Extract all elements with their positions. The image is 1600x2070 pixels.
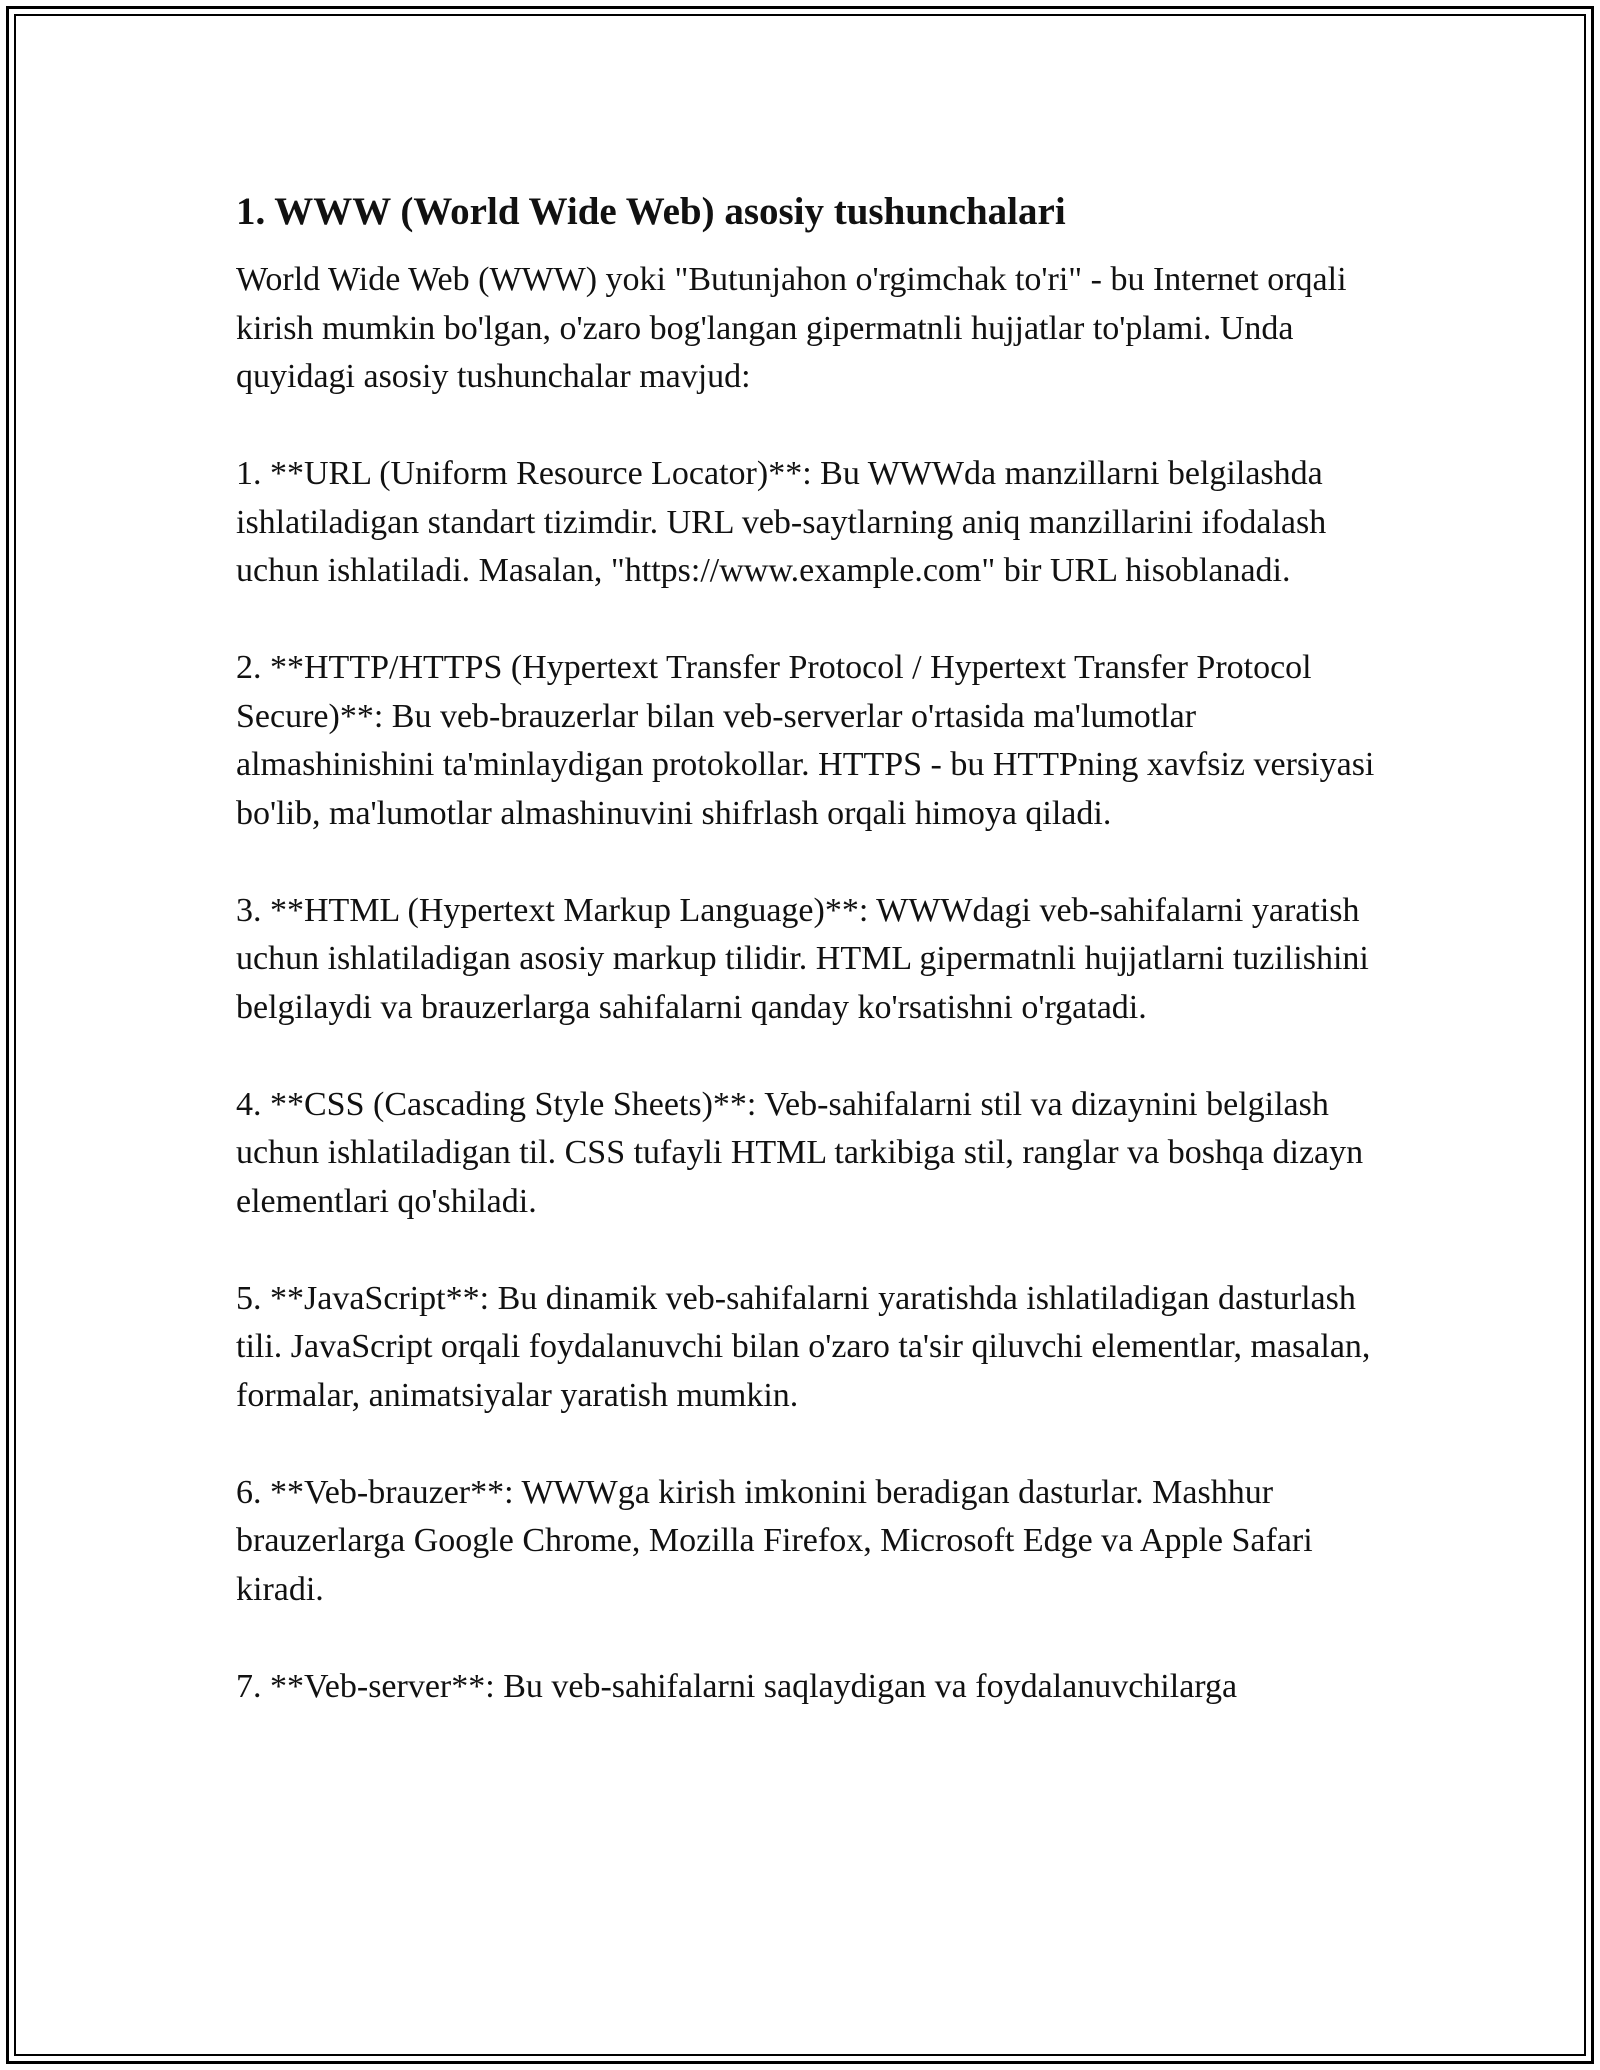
list-item-web-browser: 6. **Veb-brauzer**: WWWga kirish imkonini beradigan dasturlar. Mashhur brauzerlarga Google Chrome, Mozilla Firefox, Microsoft Edge va Apple Safari kiradi. — [236, 1473, 1313, 1608]
list-item-web-server: 7. **Veb-server**: Bu veb-sahifalarni saqlaydigan va foydalanuvchilarga — [236, 1667, 1238, 1705]
list-item-css: 4. **CSS (Cascading Style Sheets)**: Veb-sahifalarni stil va dizaynini belgilash uchun ishlatiladigan til. CSS tufayli HTML tarkibiga stil, ranglar va boshqa dizayn elementlari qo'shiladi. — [236, 1085, 1364, 1220]
document-title: 1. WWW (World Wide Web) asosiy tushunchalari — [236, 190, 1066, 233]
list-item-javascript: 5. **JavaScript**: Bu dinamik veb-sahifalarni yaratishda ishlatiladigan dasturlash tili. JavaScript orqali foydalanuvchi bilan o'zaro ta'sir qiluvchi elementlar, masalan, formalar, animatsiyalar yaratish mumkin. — [236, 1279, 1371, 1414]
document-body — [236, 186, 1376, 1760]
list-item-url: 1. **URL (Uniform Resource Locator)**: Bu WWWda manzillarni belgilashda ishlatiladigan standart tizimdir. URL veb-saytlarning aniq manzillarini ifodalash uchun ishlatiladi. Masalan, "https://www.example.com" bir URL hisoblanadi. — [236, 455, 1327, 589]
list-item-http: 2. **HTTP/HTTPS (Hypertext Transfer Protocol / Hypertext Transfer Protocol Secure)**: Bu veb-brauzerlar bilan veb-serverlar o'rtasida ma'lumotlar almashinishini ta'minlaydigan protokollar. HTTPS - bu HTTPning xavfsiz versiyasi bo'lib, ma'lumotlar almashinuvini shifrlash orqali himoya qiladi. — [236, 649, 1375, 832]
list-item-html: 3. **HTML (Hypertext Markup Language)**: WWWdagi veb-sahifalarni yaratish uchun ishlatiladigan asosiy markup tilidir. HTML gipermatnli hujjatlarni tuzilishini belgilaydi va brauzerlarga sahifalarni qanday ko'rsatishni o'rgatadi. — [236, 891, 1369, 1026]
intro-paragraph: World Wide Web (WWW) yoki "Butunjahon o'rgimchak to'ri" - bu Internet orqali kirish mumkin bo'lgan, o'zaro bog'langan gipermatnli hujjatlar to'plami. Unda quyidagi asosiy tushunchalar mavjud: — [236, 261, 1347, 395]
